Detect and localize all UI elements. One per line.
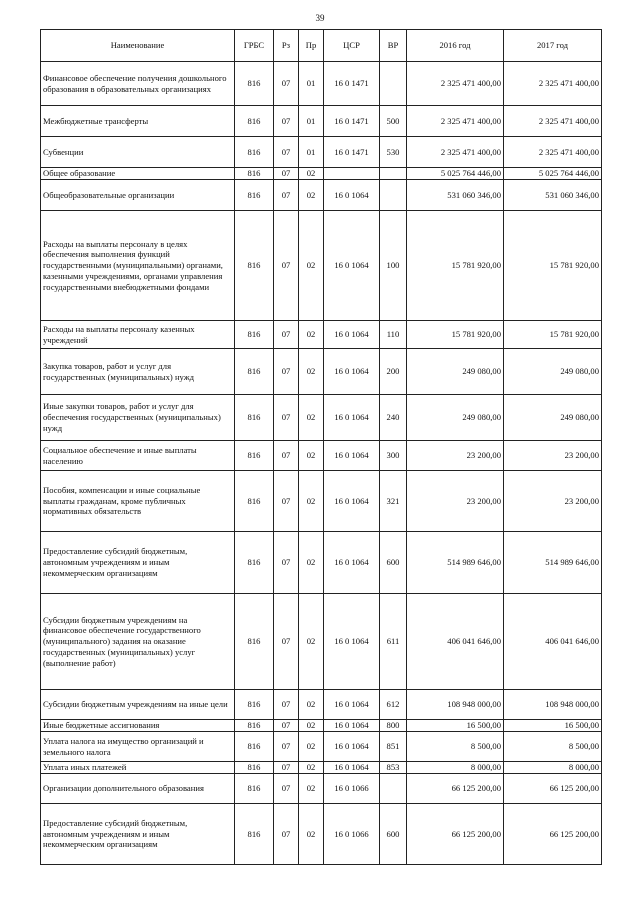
row-name: Предоставление субсидий бюджетным, автономным учреждениям и иным некоммерческим организациям: [41, 804, 235, 865]
row-vr: 853: [380, 762, 407, 774]
row-2016: 23 200,00: [407, 441, 504, 471]
row-2017: 531 060 346,00: [504, 180, 602, 211]
budget-table: [40, 29, 602, 865]
row-2016: 514 989 646,00: [407, 532, 504, 594]
row-rz: 07: [274, 106, 299, 137]
row-name: Предоставление субсидий бюджетным, автономным учреждениям и иным некоммерческим организациям: [41, 532, 235, 594]
table-row: [41, 349, 602, 395]
row-vr: 300: [380, 441, 407, 471]
row-2017: 2 325 471 400,00: [504, 137, 602, 168]
row-pr: 02: [299, 532, 324, 594]
row-grbs: 816: [235, 349, 274, 395]
row-2016: 66 125 200,00: [407, 774, 504, 804]
row-csr: 16 0 1064: [324, 321, 380, 349]
row-2016: 2 325 471 400,00: [407, 137, 504, 168]
row-pr: 02: [299, 180, 324, 211]
table-row: [41, 532, 602, 594]
row-rz: 07: [274, 137, 299, 168]
table-row: [41, 471, 602, 532]
row-grbs: 816: [235, 732, 274, 762]
row-csr: 16 0 1064: [324, 471, 380, 532]
row-pr: 02: [299, 690, 324, 720]
row-2017: 8 000,00: [504, 762, 602, 774]
row-2016: 15 781 920,00: [407, 321, 504, 349]
row-csr: 16 0 1064: [324, 180, 380, 211]
row-rz: 07: [274, 762, 299, 774]
row-2017: 66 125 200,00: [504, 774, 602, 804]
row-2017: 108 948 000,00: [504, 690, 602, 720]
column-header-2016: 2016 год: [407, 30, 504, 62]
row-2017: 8 500,00: [504, 732, 602, 762]
row-2016: 108 948 000,00: [407, 690, 504, 720]
row-grbs: 816: [235, 594, 274, 690]
row-rz: 07: [274, 774, 299, 804]
table-row: [41, 441, 602, 471]
row-name: Иные бюджетные ассигнования: [41, 720, 235, 732]
row-vr: 321: [380, 471, 407, 532]
row-2016: 15 781 920,00: [407, 211, 504, 321]
row-grbs: 816: [235, 62, 274, 106]
row-rz: 07: [274, 804, 299, 865]
row-vr: 600: [380, 804, 407, 865]
row-pr: 02: [299, 211, 324, 321]
row-grbs: 816: [235, 774, 274, 804]
row-csr: 16 0 1066: [324, 774, 380, 804]
row-csr: 16 0 1064: [324, 690, 380, 720]
row-2016: 531 060 346,00: [407, 180, 504, 211]
row-pr: 02: [299, 471, 324, 532]
row-2017: 15 781 920,00: [504, 321, 602, 349]
row-name: Общее образование: [41, 168, 235, 180]
row-vr: [380, 168, 407, 180]
row-name: Общеобразовательные организации: [41, 180, 235, 211]
row-csr: 16 0 1066: [324, 804, 380, 865]
table-row: [41, 762, 602, 774]
row-grbs: 816: [235, 395, 274, 441]
row-2017: 15 781 920,00: [504, 211, 602, 321]
row-name: Иные закупки товаров, работ и услуг для обеспечения государственных (муниципальных) нужд: [41, 395, 235, 441]
row-csr: 16 0 1064: [324, 532, 380, 594]
row-2017: 23 200,00: [504, 471, 602, 532]
row-pr: 02: [299, 774, 324, 804]
row-name: Уплата налога на имущество организаций и земельного налога: [41, 732, 235, 762]
row-2016: 2 325 471 400,00: [407, 106, 504, 137]
row-rz: 07: [274, 168, 299, 180]
row-vr: 600: [380, 532, 407, 594]
row-rz: 07: [274, 349, 299, 395]
table-row: [41, 594, 602, 690]
row-pr: 02: [299, 762, 324, 774]
table-row: [41, 690, 602, 720]
row-rz: 07: [274, 321, 299, 349]
row-rz: 07: [274, 732, 299, 762]
row-2017: 5 025 764 446,00: [504, 168, 602, 180]
row-pr: 01: [299, 62, 324, 106]
row-name: Пособия, компенсации и иные социальные выплаты гражданам, кроме публичных нормативных обязательств: [41, 471, 235, 532]
row-name: Межбюджетные трансферты: [41, 106, 235, 137]
row-2016: 249 080,00: [407, 395, 504, 441]
row-rz: 07: [274, 395, 299, 441]
table-row: [41, 180, 602, 211]
row-vr: 100: [380, 211, 407, 321]
row-pr: 02: [299, 594, 324, 690]
row-vr: 612: [380, 690, 407, 720]
row-2017: 23 200,00: [504, 441, 602, 471]
table-row: [41, 321, 602, 349]
column-header-csr: ЦСР: [324, 30, 380, 62]
row-pr: 02: [299, 321, 324, 349]
row-csr: 16 0 1064: [324, 395, 380, 441]
row-grbs: 816: [235, 180, 274, 211]
row-csr: 16 0 1064: [324, 594, 380, 690]
row-csr: 16 0 1064: [324, 211, 380, 321]
row-csr: 16 0 1064: [324, 732, 380, 762]
row-2017: 249 080,00: [504, 395, 602, 441]
row-2017: 66 125 200,00: [504, 804, 602, 865]
row-grbs: 816: [235, 168, 274, 180]
row-2017: 2 325 471 400,00: [504, 106, 602, 137]
row-grbs: 816: [235, 532, 274, 594]
row-name: Закупка товаров, работ и услуг для государственных (муниципальных) нужд: [41, 349, 235, 395]
table-header-row: [41, 30, 602, 62]
column-header-grbs: ГРБС: [235, 30, 274, 62]
row-rz: 07: [274, 471, 299, 532]
page-number: 39: [315, 13, 325, 23]
row-pr: 02: [299, 168, 324, 180]
row-pr: 02: [299, 804, 324, 865]
row-vr: 530: [380, 137, 407, 168]
table-row: [41, 804, 602, 865]
row-vr: 200: [380, 349, 407, 395]
row-grbs: 816: [235, 471, 274, 532]
row-vr: 851: [380, 732, 407, 762]
table-row: [41, 720, 602, 732]
row-pr: 02: [299, 441, 324, 471]
row-name: Уплата иных платежей: [41, 762, 235, 774]
row-grbs: 816: [235, 211, 274, 321]
row-vr: [380, 774, 407, 804]
row-csr: 16 0 1471: [324, 106, 380, 137]
row-2016: 8 500,00: [407, 732, 504, 762]
row-rz: 07: [274, 690, 299, 720]
table-row: [41, 62, 602, 106]
row-2016: 23 200,00: [407, 471, 504, 532]
row-2017: 406 041 646,00: [504, 594, 602, 690]
row-name: Субсидии бюджетным учреждениям на иные цели: [41, 690, 235, 720]
row-rz: 07: [274, 211, 299, 321]
table-row: [41, 774, 602, 804]
row-name: Субвенции: [41, 137, 235, 168]
row-name: Финансовое обеспечение получения дошкольного образования в образовательных организациях: [41, 62, 235, 106]
row-vr: 800: [380, 720, 407, 732]
row-pr: 02: [299, 732, 324, 762]
row-csr: 16 0 1064: [324, 762, 380, 774]
row-grbs: 816: [235, 106, 274, 137]
row-pr: 02: [299, 720, 324, 732]
column-header-rz: Рз: [274, 30, 299, 62]
row-csr: 16 0 1471: [324, 62, 380, 106]
row-vr: 240: [380, 395, 407, 441]
row-vr: 110: [380, 321, 407, 349]
row-2017: 2 325 471 400,00: [504, 62, 602, 106]
row-name: Субсидии бюджетным учреждениям на финансовое обеспечение государственного (муниципального) задания на оказание государственных (муниципальных) услуг (выполнение работ): [41, 594, 235, 690]
row-grbs: 816: [235, 441, 274, 471]
row-rz: 07: [274, 594, 299, 690]
row-grbs: 816: [235, 762, 274, 774]
row-pr: 01: [299, 137, 324, 168]
table-row: [41, 137, 602, 168]
row-2016: 406 041 646,00: [407, 594, 504, 690]
column-header-pr: Пр: [299, 30, 324, 62]
row-name: Организации дополнительного образования: [41, 774, 235, 804]
row-rz: 07: [274, 441, 299, 471]
row-2016: 16 500,00: [407, 720, 504, 732]
table-row: [41, 106, 602, 137]
row-vr: [380, 62, 407, 106]
row-csr: 16 0 1064: [324, 720, 380, 732]
table-row: [41, 395, 602, 441]
row-csr: 16 0 1471: [324, 137, 380, 168]
row-vr: 611: [380, 594, 407, 690]
row-grbs: 816: [235, 804, 274, 865]
row-grbs: 816: [235, 321, 274, 349]
row-grbs: 816: [235, 720, 274, 732]
column-header-name: Наименование: [41, 30, 235, 62]
row-2017: 16 500,00: [504, 720, 602, 732]
column-header-2017: 2017 год: [504, 30, 602, 62]
row-rz: 07: [274, 532, 299, 594]
row-pr: 02: [299, 395, 324, 441]
table-row: [41, 211, 602, 321]
row-csr: [324, 168, 380, 180]
table-row: [41, 732, 602, 762]
row-2016: 8 000,00: [407, 762, 504, 774]
row-grbs: 816: [235, 690, 274, 720]
row-vr: 500: [380, 106, 407, 137]
row-2016: 5 025 764 446,00: [407, 168, 504, 180]
row-2016: 2 325 471 400,00: [407, 62, 504, 106]
column-header-vr: ВР: [380, 30, 407, 62]
row-rz: 07: [274, 62, 299, 106]
row-name: Социальное обеспечение и иные выплаты населению: [41, 441, 235, 471]
row-grbs: 816: [235, 137, 274, 168]
row-2016: 249 080,00: [407, 349, 504, 395]
row-pr: 01: [299, 106, 324, 137]
row-name: Расходы на выплаты персоналу в целях обеспечения выполнения функций государственными (муниципальными) органами, казенными учреждениями, органами управления государственными внебюджетными фондами: [41, 211, 235, 321]
row-rz: 07: [274, 180, 299, 211]
row-2017: 249 080,00: [504, 349, 602, 395]
row-pr: 02: [299, 349, 324, 395]
row-csr: 16 0 1064: [324, 441, 380, 471]
row-name: Расходы на выплаты персоналу казенных учреждений: [41, 321, 235, 349]
row-csr: 16 0 1064: [324, 349, 380, 395]
table-row: [41, 168, 602, 180]
row-vr: [380, 180, 407, 211]
row-2017: 514 989 646,00: [504, 532, 602, 594]
row-2016: 66 125 200,00: [407, 804, 504, 865]
row-rz: 07: [274, 720, 299, 732]
